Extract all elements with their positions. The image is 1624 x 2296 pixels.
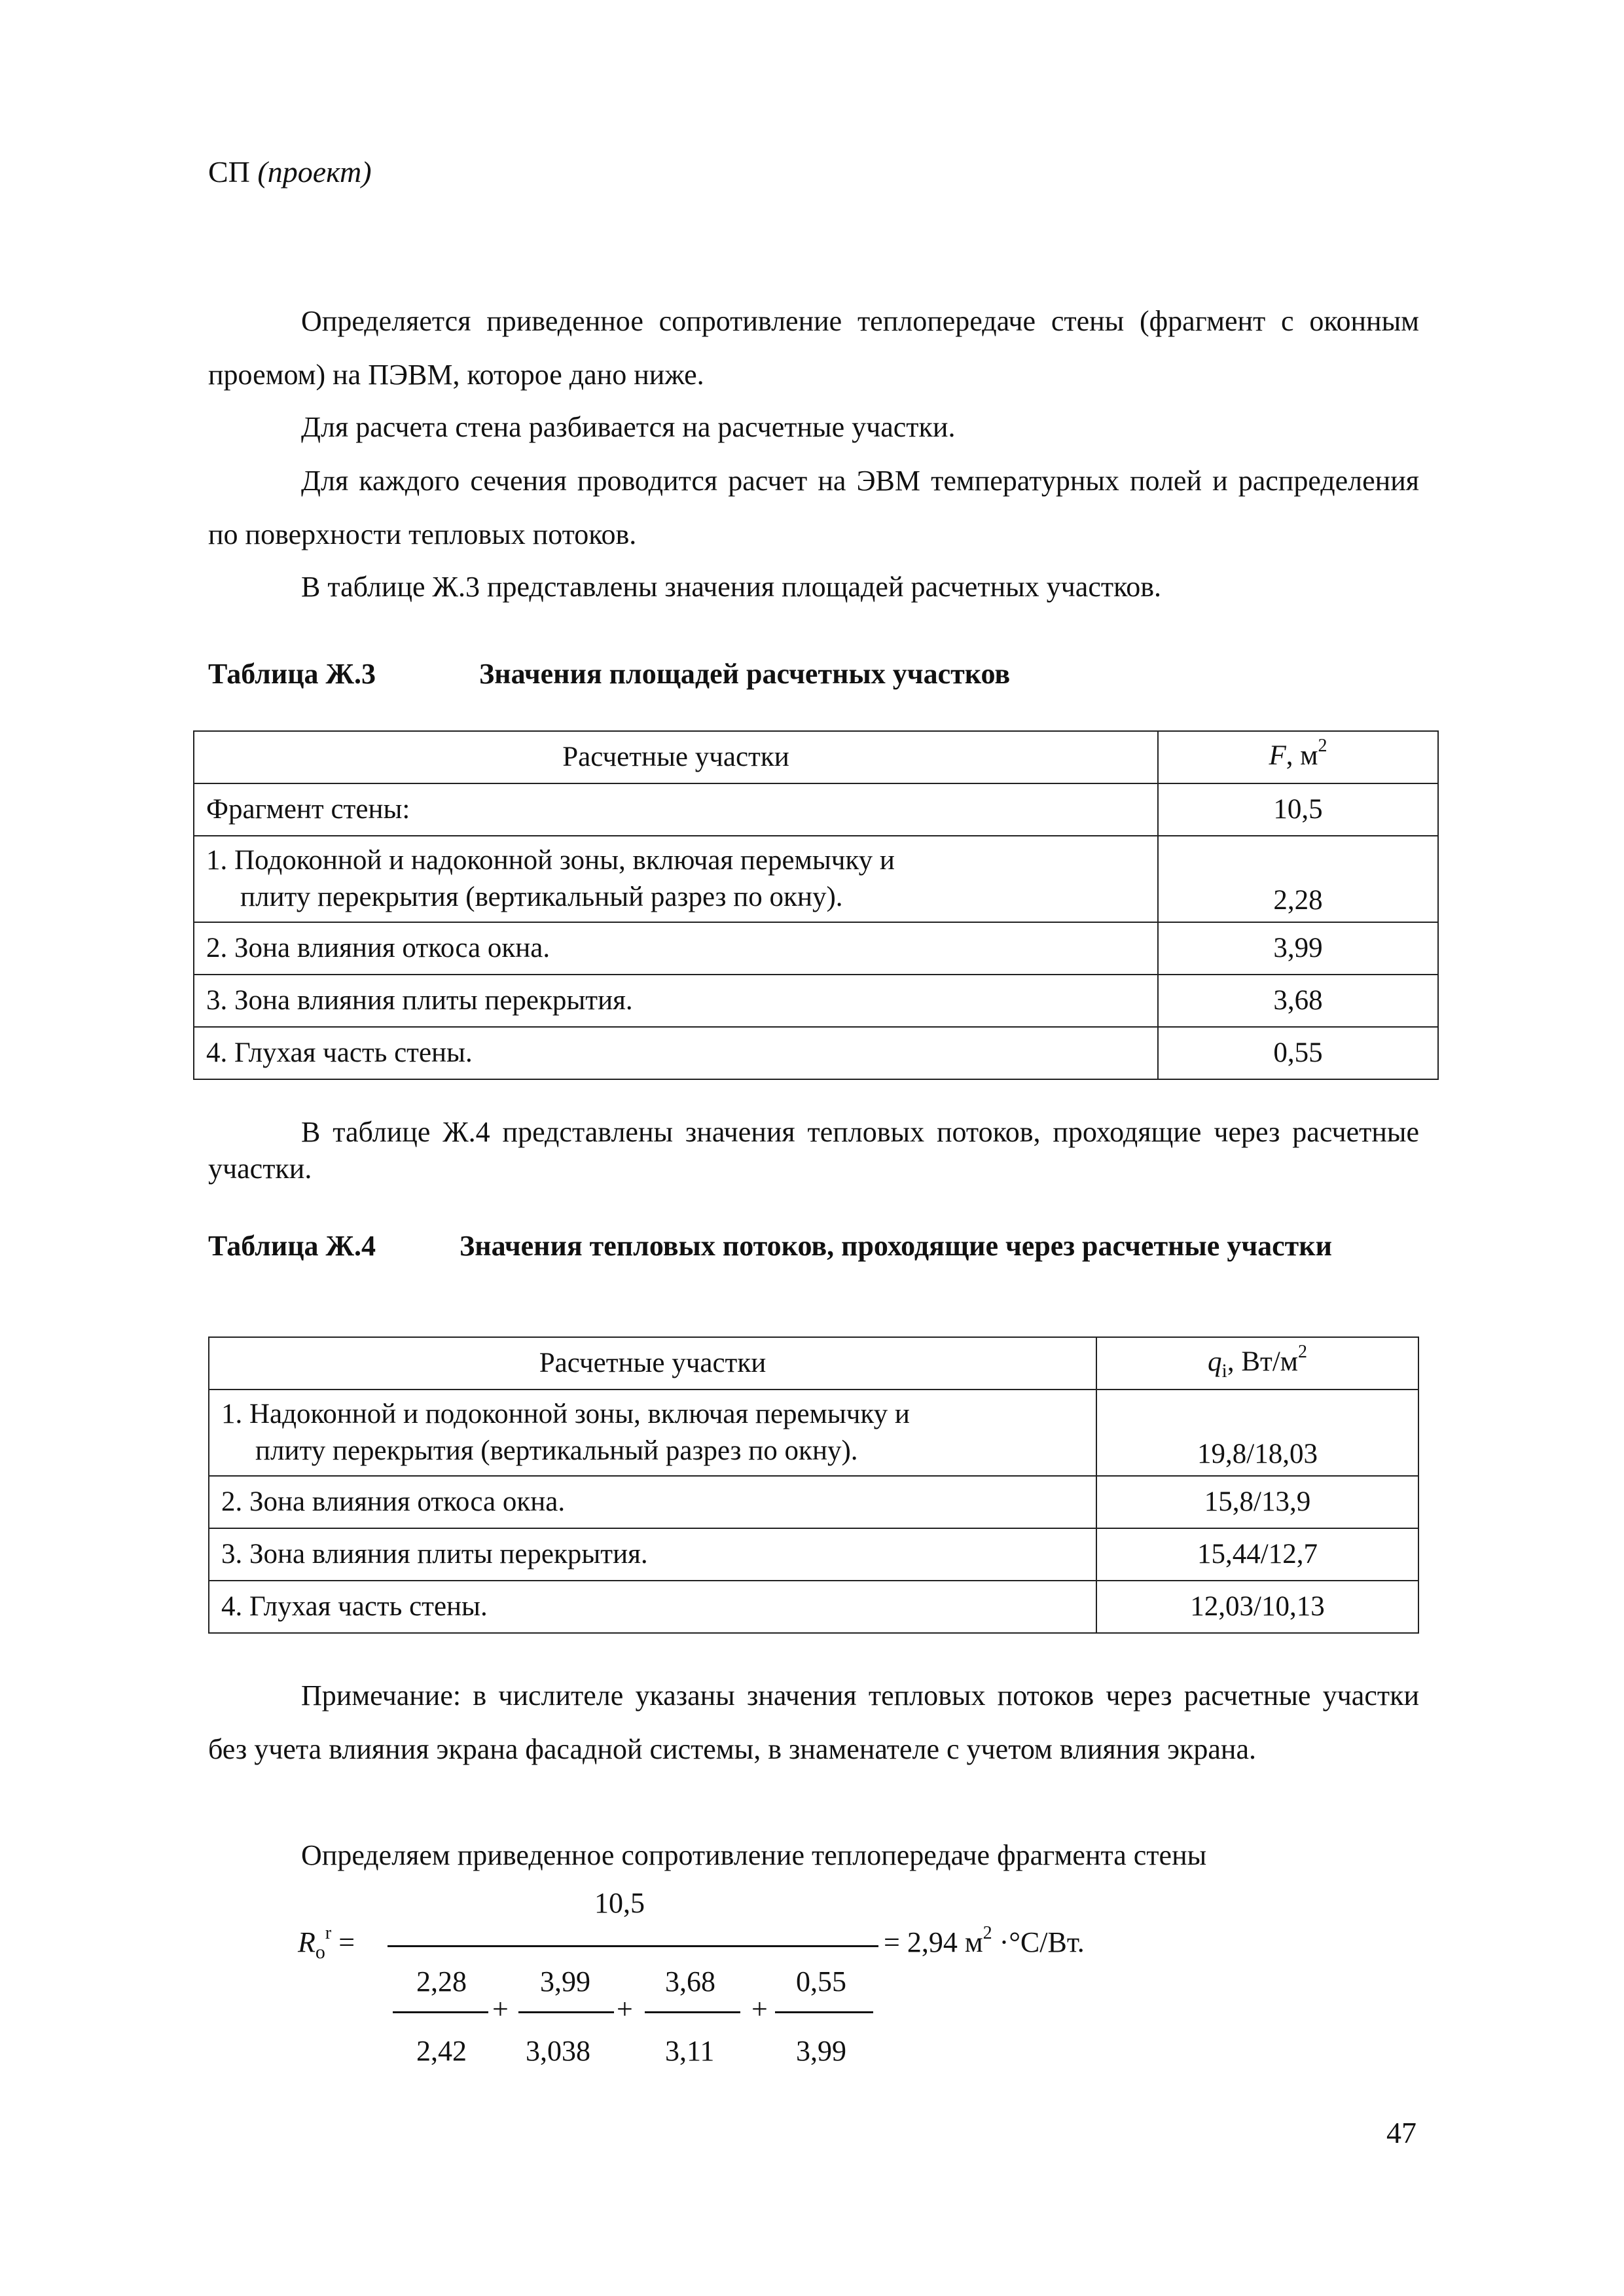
row-value: 3,68 <box>1158 975 1438 1027</box>
header-status: (проект) <box>257 155 372 188</box>
row-value: 15,8/13,9 <box>1096 1476 1418 1528</box>
equals-sign: = <box>331 1926 355 1958</box>
row-label: Фрагмент стены: <box>194 783 1158 836</box>
var-q: q <box>1208 1346 1222 1377</box>
paragraph-5: В таблице Ж.4 представлены значения тепловых потоков, проходящие через расчетные участки. <box>208 1116 1419 1185</box>
plus-sign: + <box>617 1993 633 2025</box>
paragraph-6: Определяем приведенное сопротивление теплопередаче фрагмента стены <box>301 1839 1207 1871</box>
result-sup: 2 <box>983 1923 992 1943</box>
row-label: 4. Глухая часть стены. <box>209 1581 1096 1633</box>
row-label-line1: 1. Надоконной и подоконной зоны, включая перемычку и <box>221 1399 910 1429</box>
row-label: 3. Зона влияния плиты перекрытия. <box>194 975 1158 1027</box>
row-label-line1: 1. Подоконной и надоконной зоны, включая перемычку и <box>206 845 895 876</box>
table3-col1-header: Расчетные участки <box>194 731 1158 783</box>
row-label: 2. Зона влияния откоса окна. <box>209 1476 1096 1528</box>
term-numerator: 2,28 <box>416 1965 467 1998</box>
result-value: = 2,94 м <box>884 1926 983 1958</box>
term-denominator: 3,11 <box>665 2035 715 2067</box>
page-number: 47 <box>1386 2116 1416 2149</box>
formula-numerator: 10,5 <box>594 1887 645 1919</box>
unit: , Вт/м <box>1227 1346 1298 1377</box>
paragraph-2: Для расчета стена разбивается на расчетные участки. <box>301 411 956 443</box>
paragraph-3: Для каждого сечения проводится расчет на ЭВМ температурных полей и распределения по поверхности тепловых потоков. <box>208 465 1419 550</box>
table4-col1-header: Расчетные участки <box>209 1337 1096 1390</box>
row-value: 15,44/12,7 <box>1096 1528 1418 1581</box>
formula-result <box>884 1923 1085 1959</box>
table3-title: Значения площадей расчетных участков <box>479 658 1011 690</box>
paragraph-4: В таблице Ж.3 представлены значения площадей расчетных участков. <box>301 571 1162 603</box>
table3-label: Таблица Ж.3 <box>208 658 376 690</box>
table4-title: Значения тепловых потоков, проходящие через расчетные участки <box>460 1230 1332 1262</box>
term-fraction-bar <box>645 2011 740 2013</box>
main-fraction-bar <box>388 1945 878 1947</box>
formula-lhs <box>298 1923 355 1963</box>
term-numerator: 3,68 <box>665 1965 715 1998</box>
row-label-line2: плиту перекрытия (вертикальный разрез по окну). <box>240 882 843 912</box>
var-f: F <box>1269 740 1286 771</box>
lhs-sup: r <box>325 1923 332 1943</box>
row-value: 12,03/10,13 <box>1096 1581 1418 1633</box>
header-code: СП <box>208 155 250 188</box>
row-label: 2. Зона влияния откоса окна. <box>194 922 1158 975</box>
term-denominator: 2,42 <box>416 2035 467 2067</box>
term-numerator: 3,99 <box>540 1965 590 1998</box>
term-denominator: 3,038 <box>526 2035 590 2067</box>
term-fraction-bar <box>393 2011 488 2013</box>
term-fraction-bar <box>518 2011 614 2013</box>
unit-sup: 2 <box>1318 735 1327 756</box>
row-value: 2,28 <box>1158 836 1438 922</box>
row-value: 10,5 <box>1158 783 1438 836</box>
paragraph-1: Определяется приведенное сопротивление теплопередаче стены (фрагмент с оконным проемом) на ПЭВМ, которое дано ниже. <box>208 305 1419 391</box>
unit-sup: 2 <box>1297 1341 1307 1362</box>
lhs-var: R <box>298 1926 316 1958</box>
row-value: 3,99 <box>1158 922 1438 975</box>
row-label: 4. Глухая часть стены. <box>194 1027 1158 1079</box>
unit: , м <box>1286 740 1318 771</box>
table4-label: Таблица Ж.4 <box>208 1230 376 1262</box>
lhs-sub: o <box>315 1941 325 1963</box>
plus-sign: + <box>751 1993 768 2025</box>
row-value: 19,8/18,03 <box>1096 1390 1418 1476</box>
var-sub: i <box>1221 1359 1227 1382</box>
row-label: 3. Зона влияния плиты перекрытия. <box>209 1528 1096 1581</box>
row-label-line2: плиту перекрытия (вертикальный разрез по окну). <box>255 1435 858 1466</box>
note-paragraph: Примечание: в числителе указаны значения тепловых потоков через расчетные участки без учета влияния экрана фасадной системы, в знаменателе с учетом влияния экрана. <box>208 1679 1419 1765</box>
plus-sign: + <box>492 1993 509 2025</box>
term-denominator: 3,99 <box>796 2035 846 2067</box>
term-fraction-bar <box>775 2011 873 2013</box>
row-value: 0,55 <box>1158 1027 1438 1079</box>
term-numerator: 0,55 <box>796 1965 846 1998</box>
result-unit: ·°С/Вт. <box>992 1926 1085 1958</box>
